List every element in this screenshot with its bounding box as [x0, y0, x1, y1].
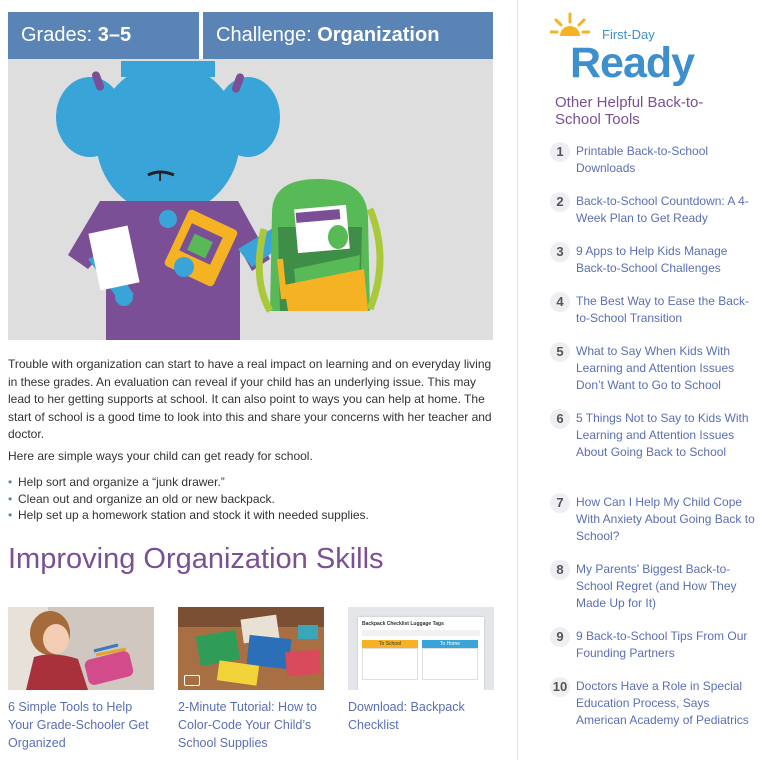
- item-number: 3: [550, 242, 570, 262]
- sidebar-item[interactable]: [550, 494, 758, 545]
- child-with-pencil-case-photo: [8, 607, 154, 690]
- intro-paragraph: Trouble with organization can start to have a real impact on learning and on everyday living in these grades. An evaluation can reveal if your child has an underlying issue. This may lead to her getting supports at school. It can also point to ways you can help at home. The start of school is a good time to look into this and share your concerns with her teacher and doctor.: [8, 357, 492, 441]
- card-thumbnail[interactable]: [8, 607, 154, 690]
- sidebar: [518, 0, 760, 760]
- resource-card[interactable]: [8, 607, 154, 752]
- tip-item: • Help sort and organize a “junk drawer.”: [8, 474, 498, 491]
- sidebar-item-link[interactable]: How Can I Help My Child Cope With Anxiety About Going Back to School?: [576, 495, 755, 543]
- card-thumbnail[interactable]: [178, 607, 324, 690]
- hero-illustration: [8, 59, 493, 340]
- logo-small-text: First-Day: [602, 27, 655, 42]
- item-number: 2: [550, 192, 570, 212]
- sidebar-item[interactable]: [550, 293, 758, 327]
- sidebar-item[interactable]: [550, 143, 758, 177]
- card-link[interactable]: 2-Minute Tutorial: How to Color-Code Your Child’s School Supplies: [178, 700, 317, 750]
- resource-card[interactable]: [348, 607, 494, 734]
- item-number: 5: [550, 342, 570, 362]
- item-number: 9: [550, 627, 570, 647]
- card-thumbnail[interactable]: [348, 607, 494, 690]
- tips-list: [8, 474, 498, 524]
- sidebar-item[interactable]: [550, 628, 758, 662]
- sidebar-item[interactable]: [550, 343, 758, 394]
- card-link[interactable]: 6 Simple Tools to Help Your Grade-Schooler Get Organized: [8, 700, 149, 750]
- sidebar-item-link[interactable]: What to Say When Kids With Learning and Attention Issues Don’t Want to Go to School: [576, 344, 735, 392]
- resource-card[interactable]: [178, 607, 324, 752]
- grades-prefix: Grades:: [21, 24, 98, 46]
- section-title: Improving Organization Skills: [8, 543, 384, 575]
- logo-big-text: Ready: [570, 39, 695, 87]
- item-number: 4: [550, 292, 570, 312]
- item-number: 7: [550, 493, 570, 513]
- sidebar-item-link[interactable]: Back-to-School Countdown: A 4-Week Plan to Get Ready: [576, 194, 749, 225]
- challenge-value: Organization: [317, 24, 440, 46]
- tips-intro: Here are simple ways your child can get ready for school.: [8, 449, 313, 463]
- challenge-prefix: Challenge:: [216, 24, 318, 46]
- sidebar-item[interactable]: [550, 193, 758, 227]
- sidebar-item-link[interactable]: 9 Apps to Help Kids Manage Back-to-School Challenges: [576, 244, 728, 275]
- video-icon: [184, 675, 200, 686]
- challenge-tag: [203, 12, 493, 59]
- sidebar-title: Other Helpful Back-to-School Tools: [555, 94, 704, 128]
- first-day-ready-logo[interactable]: [558, 12, 718, 87]
- checklist-col-school: To School: [362, 640, 418, 648]
- sidebar-item-link[interactable]: My Parents’ Biggest Back-to-School Regret (and How They Made Up for It): [576, 562, 737, 610]
- checklist-col-home: To Home: [422, 640, 478, 648]
- sidebar-item[interactable]: [550, 243, 758, 277]
- tip-item: • Help set up a homework station and stock it with needed supplies.: [8, 507, 498, 524]
- item-number: 1: [550, 142, 570, 162]
- sidebar-item[interactable]: [550, 561, 758, 612]
- sidebar-item-link[interactable]: Doctors Have a Role in Special Education Process, Says American Academy of Pediatrics: [576, 679, 749, 727]
- sidebar-item[interactable]: [550, 410, 758, 461]
- item-number: 10: [550, 677, 570, 697]
- girl-with-backpack-illustration: [8, 59, 493, 340]
- tip-item: • Clean out and organize an old or new backpack.: [8, 491, 498, 508]
- grades-value: 3–5: [97, 24, 132, 46]
- checklist-title: Backpack Checklist Luggage Tags: [362, 621, 444, 627]
- sidebar-item-link[interactable]: 5 Things Not to Say to Kids With Learning and Attention Issues About Going Back to School: [576, 411, 749, 459]
- item-number: 6: [550, 409, 570, 429]
- checklist-preview: [358, 617, 484, 690]
- grades-tag: [8, 12, 199, 59]
- sidebar-item[interactable]: [550, 678, 758, 729]
- card-link[interactable]: Download: Backpack Checklist: [348, 700, 465, 732]
- item-number: 8: [550, 560, 570, 580]
- sidebar-item-link[interactable]: 9 Back-to-School Tips From Our Founding Partners: [576, 629, 748, 660]
- sidebar-item-link[interactable]: Printable Back-to-School Downloads: [576, 144, 709, 175]
- sidebar-item-link[interactable]: The Best Way to Ease the Back-to-School Transition: [576, 294, 749, 325]
